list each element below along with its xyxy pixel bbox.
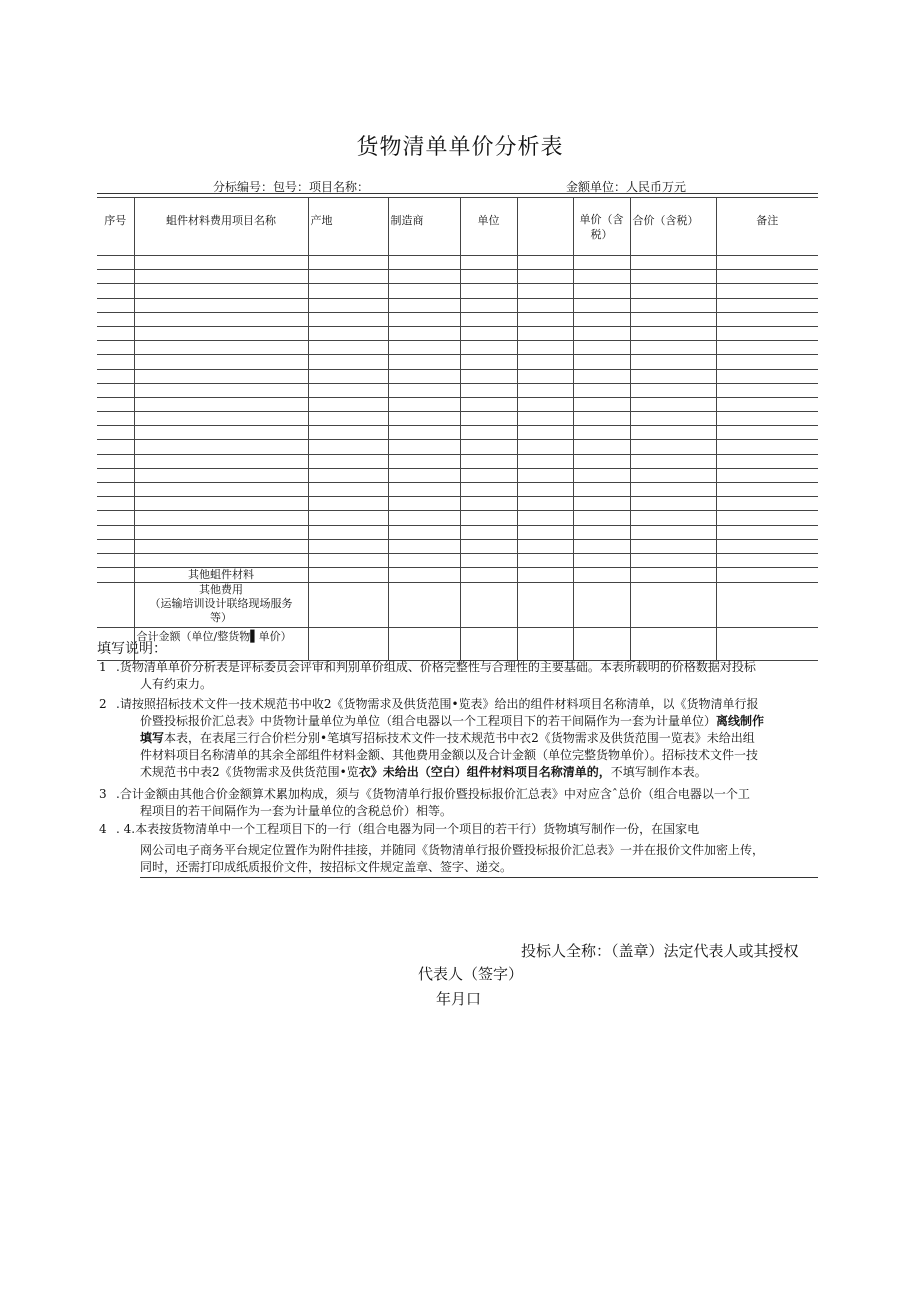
note3-line2: 程项目的若干间隔作为一套为计量单位的含税总价）相等。: [140, 804, 453, 818]
table-cell: [630, 426, 716, 440]
table-cell: [308, 511, 388, 525]
table-cell: [460, 298, 517, 312]
table-cell: [97, 355, 134, 369]
table-cell: [308, 483, 388, 497]
table-cell: [630, 539, 716, 553]
table-cell: [630, 440, 716, 454]
table-cell: [134, 355, 308, 369]
table-cell: [517, 298, 573, 312]
table-cell: [630, 355, 716, 369]
table-cell: [97, 383, 134, 397]
table-cell: [573, 525, 630, 539]
table-cell: [630, 312, 716, 326]
header-blank: [517, 198, 573, 256]
table-cell: [97, 511, 134, 525]
table-cell: [573, 383, 630, 397]
table-cell: [573, 539, 630, 553]
table-cell: [630, 298, 716, 312]
table-cell: [573, 284, 630, 298]
table-cell: [134, 270, 308, 284]
table-cell: [630, 468, 716, 482]
table-cell: [517, 454, 573, 468]
table-header-row: [97, 198, 818, 256]
table-cell: [716, 256, 818, 270]
table-row: [97, 511, 818, 525]
table-cell: [134, 525, 308, 539]
table-cell: [460, 511, 517, 525]
table-cell: [460, 326, 517, 340]
table-cell: [630, 412, 716, 426]
table-cell: [388, 553, 460, 567]
table-row: [97, 426, 818, 440]
table-cell: [573, 483, 630, 497]
table-cell: [388, 355, 460, 369]
table-row: [97, 298, 818, 312]
note2-line1: .请按照招标技术文件一技术规范书中收2《货物需求及供货范围•览表》给出的组件材料项目名称清单，以《货物清单行报: [116, 697, 759, 711]
table-row: [97, 326, 818, 340]
table-cell: [97, 553, 134, 567]
table-cell: [573, 468, 630, 482]
table-cell: [308, 497, 388, 511]
table-cell: [388, 312, 460, 326]
note2-line4: 件材料项目名称清单的其余全部组件材料金额、其他费用金额以及合计金额（单位完整货物单价）。招标技术文件一技: [140, 748, 759, 762]
header-total-price: 合价（含税）: [630, 198, 716, 256]
table-cell: [630, 383, 716, 397]
table-cell: [388, 412, 460, 426]
table-cell: [716, 426, 818, 440]
table-cell: [97, 426, 134, 440]
note1-line1: .货物清单单价分析表是评标委员会评审和判别单价组成、价格完整性与合理性的主要基础。本表所载明的价格数据对投标: [116, 660, 756, 674]
table-cell: [716, 454, 818, 468]
table-cell: [517, 383, 573, 397]
table-cell: [517, 426, 573, 440]
other-materials-row: [97, 568, 818, 583]
table-cell: [460, 412, 517, 426]
table-cell: [134, 284, 308, 298]
table-cell: [716, 284, 818, 298]
table-cell: [460, 483, 517, 497]
table-cell: [97, 454, 134, 468]
table-row: [97, 256, 818, 270]
table-cell: [308, 383, 388, 397]
table-row: [97, 553, 818, 567]
table-cell: [388, 326, 460, 340]
table-row: [97, 539, 818, 553]
other-fees-label: 其他费用 （运输培训设计联络现场服务 等）: [134, 583, 308, 628]
table-cell: [573, 256, 630, 270]
table-cell: [630, 454, 716, 468]
price-analysis-table: [97, 197, 818, 661]
table-cell: [388, 454, 460, 468]
note2-number: 2: [99, 697, 107, 711]
note3-number: 3: [99, 787, 107, 801]
table-cell: [134, 468, 308, 482]
table-cell: [460, 270, 517, 284]
table-cell: [308, 270, 388, 284]
table-cell: [134, 326, 308, 340]
table-cell: [134, 511, 308, 525]
table-cell: [716, 539, 818, 553]
table-cell: [716, 298, 818, 312]
table-cell: [134, 483, 308, 497]
table-cell: [517, 553, 573, 567]
note3-line1: .合计金额由其他合价金额算术累加构成，须与《货物清单行报价暨投标报价汇总表》中对应含ˆ总价（组合电器以一个工: [116, 787, 750, 801]
table-cell: [460, 355, 517, 369]
table-cell: [716, 511, 818, 525]
table-cell: [97, 284, 134, 298]
table-cell: [517, 483, 573, 497]
table-row: [97, 440, 818, 454]
note2-line5: 术规范书中表2《货物需求及供货范围•览衣》未给出（空白）组件材料项目名称清单的，不填写制作本表。: [140, 765, 707, 779]
table-cell: [308, 397, 388, 411]
table-cell: [517, 525, 573, 539]
table-cell: [97, 483, 134, 497]
table-cell: [308, 341, 388, 355]
table-cell: [716, 270, 818, 284]
table-cell: [573, 312, 630, 326]
table-cell: [460, 426, 517, 440]
table-cell: [134, 383, 308, 397]
table-cell: [716, 397, 818, 411]
table-cell: [630, 511, 716, 525]
table-row: [97, 483, 818, 497]
table-cell: [573, 412, 630, 426]
representative-signature-line: 代表人（签字）: [418, 965, 524, 983]
table-cell: [460, 468, 517, 482]
table-cell: [517, 440, 573, 454]
table-cell: [308, 454, 388, 468]
total-label: 合计金额（单位/整货物▌单价）: [134, 628, 308, 661]
currency-unit-label: 金额单位：人民币万元: [566, 180, 687, 194]
table-cell: [97, 412, 134, 426]
table-row: [97, 341, 818, 355]
table-cell: [573, 369, 630, 383]
table-cell: [630, 270, 716, 284]
table-cell: [573, 454, 630, 468]
table-cell: [308, 326, 388, 340]
table-cell: [573, 440, 630, 454]
table-cell: [388, 397, 460, 411]
table-cell: [517, 497, 573, 511]
table-cell: [573, 553, 630, 567]
table-cell: [97, 298, 134, 312]
header-unit: 单位: [460, 198, 517, 256]
note4-line1: . 4.本表按货物清单中一个工程项目下的一行（组合电器为同一个项目的若干行）货物填写制作一份，在国家电: [116, 822, 700, 836]
table-row: [97, 270, 818, 284]
table-cell: [517, 312, 573, 326]
table-cell: [630, 369, 716, 383]
table-cell: [388, 426, 460, 440]
table-cell: [134, 454, 308, 468]
table-cell: [630, 553, 716, 567]
table-cell: [308, 440, 388, 454]
table-cell: [388, 270, 460, 284]
table-row: [97, 525, 818, 539]
table-cell: [308, 525, 388, 539]
top-rule: [97, 193, 818, 194]
table-cell: [388, 298, 460, 312]
table-cell: [573, 397, 630, 411]
table-body: [97, 256, 818, 568]
table-row: [97, 468, 818, 482]
table-cell: [517, 397, 573, 411]
header-unit-price: [573, 198, 630, 256]
table-cell: [134, 553, 308, 567]
table-cell: [97, 440, 134, 454]
table-cell: [388, 539, 460, 553]
table-cell: [460, 440, 517, 454]
table-cell: [134, 426, 308, 440]
header-remarks: 备注: [716, 198, 818, 256]
table-cell: [630, 256, 716, 270]
table-cell: [308, 284, 388, 298]
table-cell: [460, 539, 517, 553]
table-row: [97, 284, 818, 298]
table-cell: [573, 298, 630, 312]
header-seq: 序号: [97, 198, 134, 256]
table-cell: [460, 369, 517, 383]
other-fees-row: [97, 583, 818, 628]
table-cell: [460, 284, 517, 298]
notes-heading: 填写说明：: [97, 641, 167, 657]
table-cell: [134, 341, 308, 355]
table-cell: [97, 341, 134, 355]
table-cell: [716, 483, 818, 497]
table-cell: [388, 369, 460, 383]
table-cell: [573, 497, 630, 511]
unit-price-line2: 税）: [590, 228, 613, 241]
table-cell: [460, 454, 517, 468]
bid-info-label: 分标编号：包号：项目名称：: [213, 180, 370, 194]
table-cell: [134, 397, 308, 411]
table-row: [97, 355, 818, 369]
table-cell: [716, 341, 818, 355]
table-cell: [388, 256, 460, 270]
table-cell: [134, 312, 308, 326]
table-cell: [97, 326, 134, 340]
table-cell: [630, 284, 716, 298]
table-cell: [97, 468, 134, 482]
note4-line2: 网公司电子商务平台规定位置作为附件挂接，并随同《货物清单行报价暨投标报价汇总表》一并在报价文件加密上传，: [140, 843, 765, 857]
table-cell: [716, 525, 818, 539]
table-row: [97, 397, 818, 411]
table-cell: [388, 468, 460, 482]
table-cell: [716, 412, 818, 426]
table-cell: [630, 326, 716, 340]
table-cell: [716, 383, 818, 397]
table-cell: [97, 256, 134, 270]
table-cell: [388, 497, 460, 511]
table-cell: [573, 270, 630, 284]
table-cell: [630, 525, 716, 539]
table-cell: [517, 326, 573, 340]
table-cell: [134, 440, 308, 454]
table-cell: [97, 312, 134, 326]
table-cell: [716, 553, 818, 567]
table-cell: [573, 341, 630, 355]
bidder-signature-line: 投标人全称：（盖章）法定代表人或其授权: [521, 942, 799, 960]
table-cell: [460, 497, 517, 511]
table-cell: [308, 369, 388, 383]
table-cell: [517, 270, 573, 284]
table-row: [97, 312, 818, 326]
table-cell: [308, 355, 388, 369]
table-cell: [308, 539, 388, 553]
table-cell: [716, 497, 818, 511]
table-cell: [716, 355, 818, 369]
table-row: [97, 412, 818, 426]
table-cell: [460, 341, 517, 355]
table-cell: [517, 284, 573, 298]
table-cell: [716, 468, 818, 482]
note2-line3: 填写本表，在表尾三行合价栏分别•笔填写招标技术文件一技术规范书中衣2《货物需求及供货范围一览表》未给出组: [140, 731, 755, 745]
table-cell: [460, 397, 517, 411]
table-cell: [517, 256, 573, 270]
table-cell: [573, 355, 630, 369]
table-cell: [308, 256, 388, 270]
table-cell: [97, 369, 134, 383]
table-cell: [573, 511, 630, 525]
table-cell: [308, 553, 388, 567]
table-cell: [716, 440, 818, 454]
table-cell: [517, 355, 573, 369]
table-cell: [308, 312, 388, 326]
table-cell: [388, 483, 460, 497]
table-cell: [388, 341, 460, 355]
table-cell: [97, 270, 134, 284]
table-cell: [716, 369, 818, 383]
table-cell: [308, 298, 388, 312]
table-cell: [388, 440, 460, 454]
table-cell: [134, 298, 308, 312]
table-cell: [460, 383, 517, 397]
note1-line2: 人有约束力。: [140, 677, 213, 691]
table-cell: [388, 525, 460, 539]
table-cell: [97, 539, 134, 553]
table-cell: [97, 525, 134, 539]
table-cell: [716, 326, 818, 340]
table-cell: [630, 341, 716, 355]
table-cell: [517, 412, 573, 426]
table-cell: [134, 539, 308, 553]
table-cell: [517, 369, 573, 383]
table-cell: [573, 426, 630, 440]
table-cell: [134, 412, 308, 426]
bottom-rule: [140, 877, 818, 878]
table-row: [97, 369, 818, 383]
table-cell: [134, 369, 308, 383]
table-cell: [630, 397, 716, 411]
table-cell: [460, 525, 517, 539]
table-cell: [460, 553, 517, 567]
date-line: 年月口: [436, 990, 482, 1008]
table-cell: [630, 483, 716, 497]
note4-line3: 同时，还需打印成纸质报价文件，按招标文件规定盖章、签字、递交。: [140, 860, 513, 874]
page-title: 货物清单单价分析表: [356, 135, 564, 160]
table-cell: [716, 312, 818, 326]
table-cell: [308, 412, 388, 426]
header-manufacturer: 制造商: [388, 198, 460, 256]
table-cell: [388, 511, 460, 525]
table-cell: [517, 341, 573, 355]
table-row: [97, 454, 818, 468]
table-cell: [517, 468, 573, 482]
table-cell: [134, 497, 308, 511]
table-cell: [388, 284, 460, 298]
table-cell: [630, 497, 716, 511]
total-row: [97, 628, 818, 661]
table-row: [97, 383, 818, 397]
table-cell: [573, 326, 630, 340]
table-row: [97, 497, 818, 511]
table-cell: [460, 312, 517, 326]
table-cell: [517, 539, 573, 553]
note1-number: 1: [99, 660, 107, 674]
note4-number: 4: [99, 822, 107, 836]
note2-line2: 价暨投标报价汇总表》中货物计量单位为单位（组合电器以一个工程项目下的若干间隔作为一套为计量单位）离线制作: [140, 714, 765, 728]
table-cell: [308, 468, 388, 482]
header-origin: 产地: [308, 198, 388, 256]
table-cell: [308, 426, 388, 440]
table-cell: [517, 511, 573, 525]
other-materials-label: 其他蛆件材料: [134, 568, 308, 583]
table-cell: [97, 397, 134, 411]
table-cell: [388, 383, 460, 397]
table-cell: [460, 256, 517, 270]
header-item-name: 蛆件材料费用项目名称: [134, 198, 308, 256]
table-cell: [134, 256, 308, 270]
table-cell: [97, 497, 134, 511]
unit-price-line1: 单价（含: [579, 213, 624, 226]
